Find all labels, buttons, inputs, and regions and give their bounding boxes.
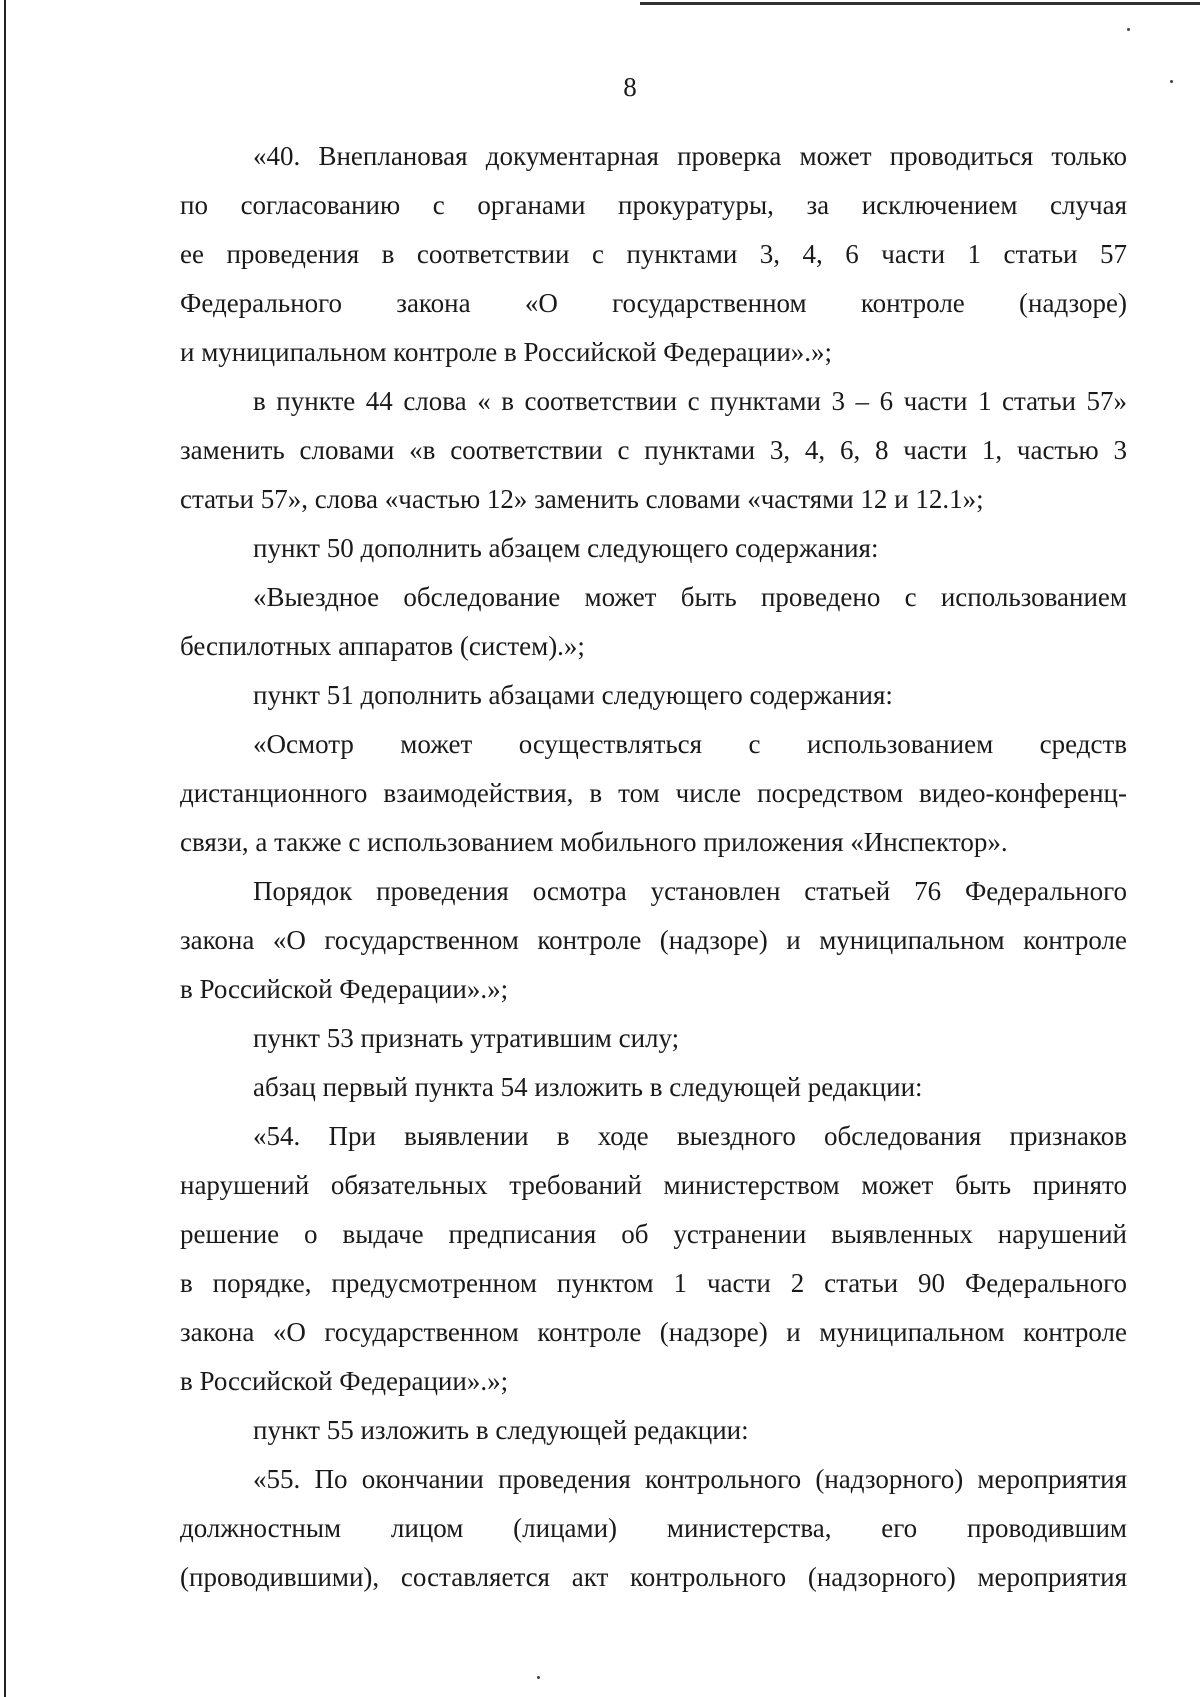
text-line: заменить словами «в соответствии с пунктами 3, 4, 6, 8 части 1, частью 3 — [180, 435, 1127, 465]
text-line: пункт 51 дополнить абзацами следующего содержания: — [253, 680, 893, 710]
text-line: дистанционного взаимодействия, в том числе посредством видео-конференц- — [180, 778, 1127, 808]
text-line: абзац первый пункта 54 изложить в следующей редакции: — [253, 1072, 923, 1102]
page-number: 8 — [623, 72, 637, 102]
text-line: «Осмотр может осуществляться с использованием средств — [253, 729, 1127, 759]
text-line: в пункте 44 слова « в соответствии с пунктами 3 – 6 части 1 статьи 57» — [253, 386, 1127, 416]
text-line: (проводившими), составляется акт контрольного (надзорного) мероприятия — [180, 1562, 1127, 1592]
text-line: закона «О государственном контроле (надзоре) и муниципальном контроле — [180, 1317, 1127, 1347]
text-line: статьи 57», слова «частью 12» заменить словами «частями 12 и 12.1»; — [180, 484, 984, 514]
text-line: должностным лицом (лицами) министерства, его проводившим — [180, 1513, 1127, 1543]
document-body — [180, 132, 1127, 1602]
text-line: пункт 55 изложить в следующей редакции: — [253, 1415, 749, 1445]
text-line: по согласованию с органами прокуратуры, за исключением случая — [180, 190, 1127, 220]
text-line: в Российской Федерации».»; — [180, 974, 509, 1004]
text-line: ее проведения в соответствии с пунктами 3, 4, 6 части 1 статьи 57 — [180, 239, 1127, 269]
text-line: закона «О государственном контроле (надзоре) и муниципальном контроле — [180, 925, 1127, 955]
text-line: «55. По окончании проведения контрольного (надзорного) мероприятия — [253, 1464, 1127, 1494]
text-line: беспилотных аппаратов (систем).»; — [180, 631, 585, 661]
text-line: пункт 53 признать утратившим силу; — [253, 1023, 680, 1053]
text-line: нарушений обязательных требований министерством может быть принято — [180, 1170, 1127, 1200]
scan-speck — [1127, 28, 1130, 31]
text-line: пункт 50 дополнить абзацем следующего содержания: — [253, 533, 879, 563]
text-line: в порядке, предусмотренном пунктом 1 части 2 статьи 90 Федерального — [180, 1268, 1127, 1298]
text-line: «Выездное обследование может быть проведено с использованием — [253, 582, 1127, 612]
text-line: Порядок проведения осмотра установлен статьей 76 Федерального — [253, 876, 1127, 906]
scan-top-edge — [640, 2, 1200, 5]
text-line: связи, а также с использованием мобильного приложения «Инспектор». — [180, 827, 1008, 857]
text-line: решение о выдаче предписания об устранении выявленных нарушений — [180, 1219, 1127, 1249]
scan-speck — [537, 1676, 540, 1679]
text-line: «54. При выявлении в ходе выездного обследования признаков — [253, 1121, 1127, 1151]
text-line: Федерального закона «О государственном контроле (надзоре) — [180, 288, 1127, 318]
text-line: и муниципальном контроле в Российской Федерации».»; — [180, 337, 833, 367]
scan-left-edge — [4, 0, 6, 1697]
text-line: «40. Внеплановая документарная проверка может проводиться только — [253, 141, 1127, 171]
text-line: в Российской Федерации».»; — [180, 1366, 509, 1396]
